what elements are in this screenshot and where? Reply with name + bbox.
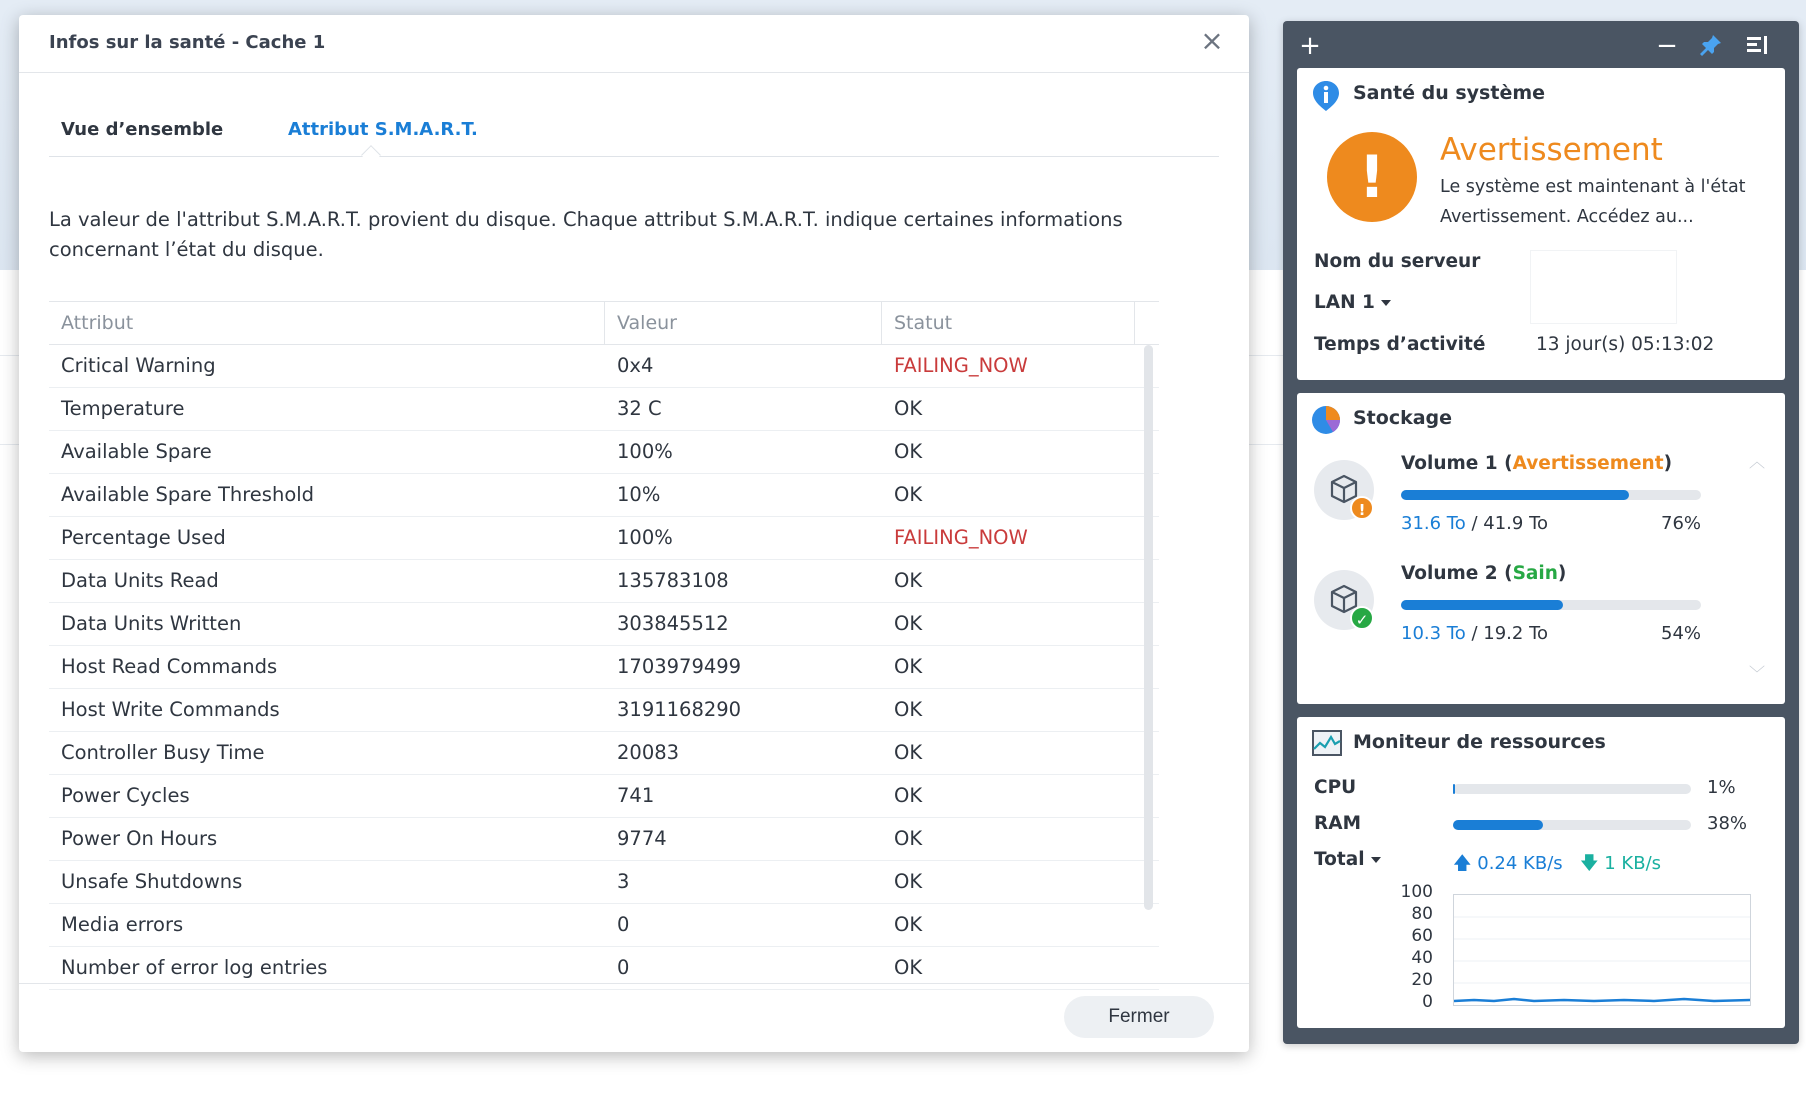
- pie-chart-icon: [1311, 405, 1341, 435]
- uptime-label: Temps d’activité: [1314, 334, 1486, 355]
- volume-usage-fill: [1401, 600, 1563, 610]
- server-name-value: [1531, 251, 1676, 323]
- close-icon[interactable]: ×: [1200, 24, 1224, 57]
- cell-attribute: Data Units Written: [61, 612, 242, 635]
- cell-value: 100%: [617, 440, 673, 463]
- column-header-value[interactable]: Valeur: [605, 302, 882, 345]
- cell-status: OK: [894, 440, 923, 463]
- chevron-down-icon: [1371, 857, 1381, 863]
- cell-status: OK: [894, 483, 923, 506]
- download-value: 1 KB/s: [1604, 853, 1662, 874]
- cell-status: OK: [894, 870, 923, 893]
- cell-attribute: Power On Hours: [61, 827, 218, 850]
- chevron-up-icon[interactable]: ︿: [1749, 452, 1766, 471]
- cell-value: 0x4: [617, 354, 654, 377]
- dialog-footer: [19, 983, 1249, 1052]
- lan-dropdown[interactable]: [1314, 292, 1391, 313]
- volume-status: Avertissement: [1512, 453, 1664, 474]
- table-row[interactable]: [49, 732, 1159, 775]
- table-body: [49, 345, 1159, 990]
- volume-name: Volume 1: [1401, 453, 1498, 474]
- volume-name: Volume 2: [1401, 563, 1498, 584]
- y-tick: 60: [1411, 926, 1433, 946]
- resource-monitor-widget: [1297, 717, 1785, 1028]
- download-rate: [1580, 851, 1661, 881]
- cell-value: 741: [617, 784, 655, 807]
- upload-rate: [1453, 851, 1563, 881]
- volume-status-badge-icon: ✓: [1350, 606, 1374, 630]
- cell-status: OK: [894, 397, 923, 420]
- ram-bar: [1453, 820, 1691, 830]
- volume-name-line: Volume 1 (Avertissement): [1401, 453, 1673, 474]
- download-arrow-icon: 🡇: [1580, 853, 1599, 874]
- cpu-percent: 1%: [1707, 777, 1736, 798]
- volume-name-line: Volume 2 (Sain): [1401, 563, 1567, 584]
- table-row[interactable]: [49, 818, 1159, 861]
- cell-status: OK: [894, 741, 923, 764]
- cell-attribute: Controller Busy Time: [61, 741, 265, 764]
- volume-total: / 19.2 To: [1471, 623, 1549, 644]
- cell-attribute: Critical Warning: [61, 354, 216, 377]
- volume-percent: 54%: [1661, 623, 1702, 644]
- server-name-label: Nom du serveur: [1314, 251, 1481, 272]
- cell-attribute: Number of error log entries: [61, 956, 328, 979]
- upload-arrow-icon: 🡅: [1453, 853, 1472, 874]
- smart-table: [49, 301, 1159, 990]
- cell-value: 9774: [617, 827, 667, 850]
- cell-value: 0: [617, 956, 630, 979]
- y-tick: 40: [1411, 948, 1433, 968]
- volume-usage: [1401, 623, 1548, 644]
- table-row[interactable]: [49, 345, 1159, 388]
- volume-used: 31.6 To: [1401, 513, 1466, 534]
- cpu-bar: [1453, 784, 1691, 794]
- network-graph-plot: [1454, 895, 1750, 1005]
- lan-label: LAN 1: [1314, 292, 1375, 313]
- widget-panel: [1283, 21, 1799, 1044]
- cell-attribute: Host Read Commands: [61, 655, 278, 678]
- table-row[interactable]: [49, 431, 1159, 474]
- info-shield-icon: [1311, 80, 1341, 110]
- cell-value: 1703979499: [617, 655, 742, 678]
- chevron-down-icon: [1381, 300, 1391, 306]
- cell-value: 3: [617, 870, 630, 893]
- cell-status: FAILING_NOW: [894, 526, 1028, 549]
- cell-attribute: Media errors: [61, 913, 184, 936]
- table-header: [49, 301, 1159, 345]
- health-status-text[interactable]: Le système est maintenant à l'état Avertissement. Accédez au...: [1440, 177, 1746, 227]
- cell-status: OK: [894, 827, 923, 850]
- add-widget-icon[interactable]: +: [1299, 31, 1321, 61]
- cell-attribute: Power Cycles: [61, 784, 190, 807]
- total-label: Total: [1314, 849, 1365, 870]
- cell-value: 10%: [617, 483, 661, 506]
- cell-status: OK: [894, 698, 923, 721]
- cpu-bar-fill: [1453, 784, 1455, 794]
- volume-percent: 76%: [1661, 513, 1702, 534]
- cell-attribute: Unsafe Shutdowns: [61, 870, 243, 893]
- cell-status: OK: [894, 569, 923, 592]
- cell-value: 3191168290: [617, 698, 742, 721]
- smart-description: La valeur de l'attribut S.M.A.R.T. provient du disque. Chaque attribut S.M.A.R.T. indique certaines informations concernant l’état du disque.: [49, 208, 1123, 261]
- column-header-attribute[interactable]: Attribut: [49, 302, 605, 345]
- cell-value: 0: [617, 913, 630, 936]
- resources-title: Moniteur de ressources: [1353, 731, 1606, 753]
- layout-icon[interactable]: [1744, 33, 1770, 59]
- dialog-header: [19, 15, 1249, 73]
- volume-used: 10.3 To: [1401, 623, 1466, 644]
- volume-usage-bar: [1401, 600, 1701, 610]
- cell-status: OK: [894, 612, 923, 635]
- minimize-icon[interactable]: −: [1656, 31, 1678, 61]
- cell-status: OK: [894, 956, 923, 979]
- volume-usage-bar: [1401, 490, 1701, 500]
- table-scrollbar[interactable]: [1144, 345, 1153, 910]
- cell-status: OK: [894, 913, 923, 936]
- cell-attribute: Temperature: [61, 397, 185, 420]
- table-row[interactable]: [49, 474, 1159, 517]
- table-row[interactable]: [49, 517, 1159, 560]
- cpu-label: CPU: [1314, 777, 1357, 798]
- ram-bar-fill: [1453, 820, 1543, 830]
- system-health-widget: [1297, 68, 1785, 380]
- column-header-status[interactable]: Statut: [882, 302, 1135, 345]
- chevron-down-icon[interactable]: ﹀: [1749, 664, 1766, 683]
- network-graph[interactable]: [1453, 894, 1751, 1006]
- monitor-chart-icon: [1311, 729, 1341, 759]
- table-row[interactable]: [49, 388, 1159, 431]
- cell-status: OK: [894, 655, 923, 678]
- total-dropdown[interactable]: [1314, 849, 1381, 870]
- tab-overview[interactable]: Vue d’ensemble: [61, 119, 224, 140]
- table-row[interactable]: [49, 904, 1159, 947]
- cell-attribute: Available Spare: [61, 440, 212, 463]
- y-tick: 80: [1411, 904, 1433, 924]
- table-row[interactable]: [49, 775, 1159, 818]
- health-title: Santé du système: [1353, 82, 1546, 104]
- cell-value: 32 C: [617, 397, 662, 420]
- volume-usage-fill: [1401, 490, 1629, 500]
- cell-value: 135783108: [617, 569, 729, 592]
- cell-value: 100%: [617, 526, 673, 549]
- y-tick: 0: [1422, 992, 1433, 1012]
- table-row[interactable]: [49, 560, 1159, 603]
- cell-attribute: Available Spare Threshold: [61, 483, 315, 506]
- cell-value: 303845512: [617, 612, 729, 635]
- volume-usage: [1401, 513, 1548, 534]
- cell-status: FAILING_NOW: [894, 354, 1028, 377]
- table-row[interactable]: [49, 689, 1159, 732]
- close-button[interactable]: Fermer: [1064, 996, 1214, 1038]
- health-info-dialog: [19, 15, 1249, 1052]
- ram-percent: 38%: [1707, 813, 1748, 834]
- ram-label: RAM: [1314, 813, 1361, 834]
- tab-smart-attributes[interactable]: Attribut S.M.A.R.T.: [288, 119, 478, 140]
- y-tick: 20: [1411, 970, 1433, 990]
- active-tab-caret: [361, 145, 381, 165]
- pin-icon[interactable]: [1698, 33, 1724, 59]
- y-tick: 100: [1400, 882, 1433, 902]
- uptime-value: 13 jour(s) 05:13:02: [1536, 334, 1715, 355]
- dialog-title: Infos sur la santé - Cache 1: [49, 32, 326, 53]
- tab-bar: [49, 95, 1219, 157]
- table-row[interactable]: [49, 861, 1159, 904]
- cell-status: OK: [894, 784, 923, 807]
- storage-title: Stockage: [1353, 407, 1453, 429]
- cell-attribute: Percentage Used: [61, 526, 226, 549]
- health-status-title[interactable]: Avertissement: [1440, 132, 1663, 168]
- upload-value: 0.24 KB/s: [1477, 853, 1563, 874]
- volume-status: Sain: [1512, 563, 1558, 584]
- volume-total: / 41.9 To: [1471, 513, 1549, 534]
- cell-attribute: Data Units Read: [61, 569, 219, 592]
- table-row[interactable]: [49, 603, 1159, 646]
- table-row[interactable]: [49, 646, 1159, 689]
- cell-attribute: Host Write Commands: [61, 698, 280, 721]
- cell-value: 20083: [617, 741, 680, 764]
- storage-widget: [1297, 393, 1785, 704]
- volume-status-badge-icon: !: [1350, 496, 1374, 520]
- warning-icon: !: [1327, 132, 1417, 222]
